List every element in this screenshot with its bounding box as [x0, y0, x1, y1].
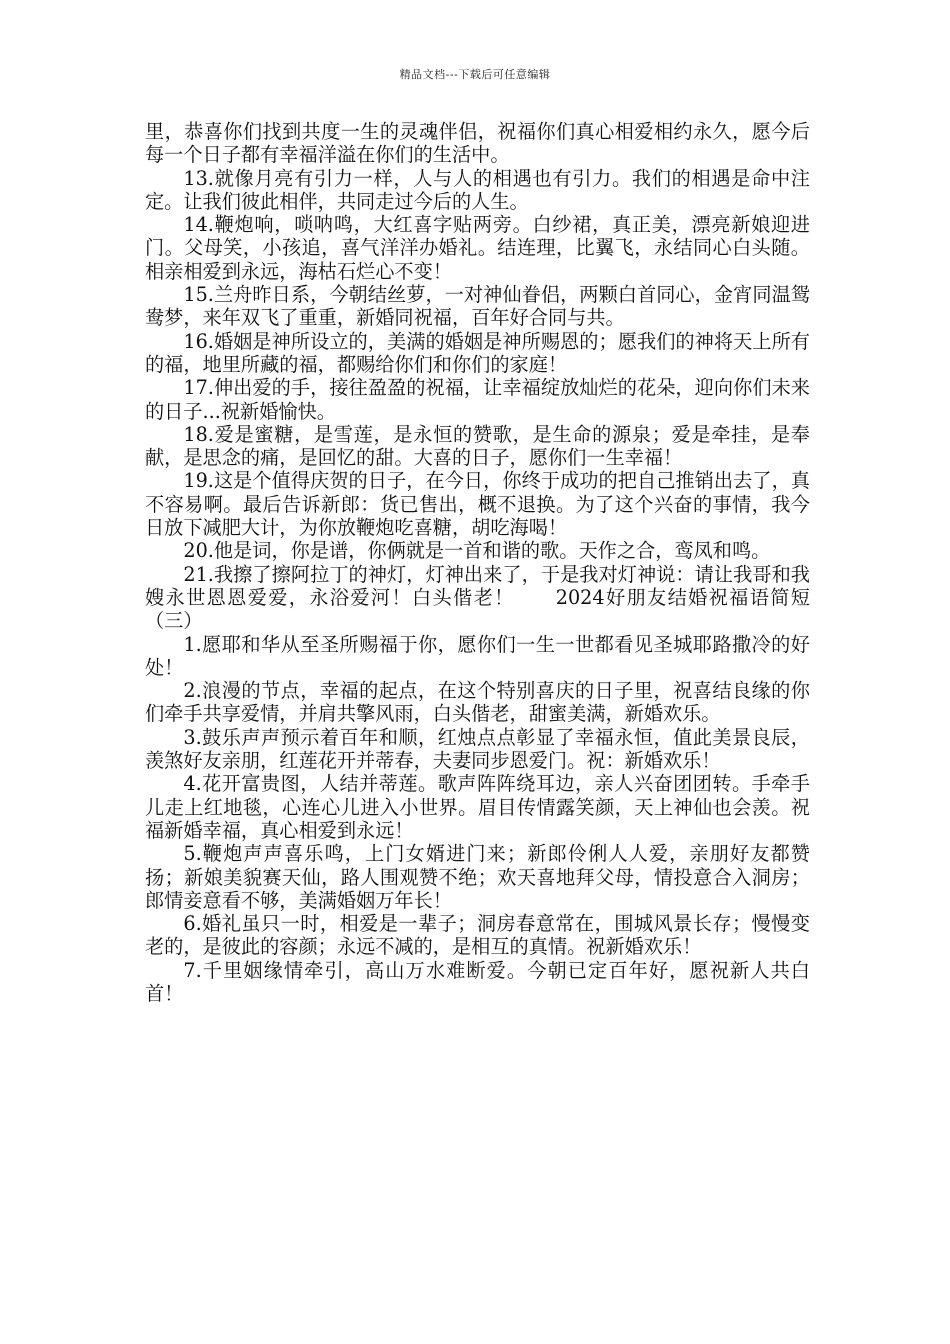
page-header: 精品文档---下载后可任意编辑: [399, 68, 551, 81]
document-body: [145, 120, 810, 1005]
paragraph-15: 15.兰舟昨日系，今朝结丝萝，一对神仙眷侣，两颗白首同心，金宵同温鸳鸯梦，来年双飞了重重，新婚同祝福，百年好合同与共。: [145, 283, 810, 330]
paragraph-21: 21.我擦了擦阿拉丁的神灯，灯神出来了，于是我对灯神说：请让我哥和我嫂永世恩恩爱爱，永浴爱河！白头偕老！ 2024好朋友结婚祝福语简短（三）: [145, 562, 810, 633]
paragraph-s3-6: 6.婚礼虽只一时，相爱是一辈子；洞房春意常在，围城风景长存；慢慢变老的，是彼此的容颜；永远不减的，是相互的真情。祝新婚欢乐！: [145, 912, 810, 959]
paragraph-13: 13.就像月亮有引力一样，人与人的相遇也有引力。我们的相遇是命中注定。让我们彼此相伴，共同走过今后的人生。: [145, 166, 810, 213]
paragraph-18: 18.爱是蜜糖，是雪莲，是永恒的赞歌，是生命的源泉；爱是牵挂，是奉献，是思念的痛，是回忆的甜。大喜的日子，愿你们一生幸福！: [145, 422, 810, 470]
paragraph-s3-7: 7.千里姻缘情牵引，高山万水难断爱。今朝已定百年好，愿祝新人共白首！: [145, 958, 810, 1005]
paragraph-s3-1: 1.愿耶和华从至圣所赐福于你，愿你们一生一世都看见圣城耶路撒冷的好处！: [145, 632, 810, 679]
paragraph-20: 20.他是词，你是谱，你俩就是一首和谐的歌。天作之合，鸾凤和鸣。: [183, 539, 771, 563]
paragraph-19: 19.这是个值得庆贺的日子，在今日，你终于成功的把自己推销出去了，真不容易啊。最后告诉新郎：货已售出，概不退换。为了这个兴奋的事情，我今日放下减肥大计，为你放鞭炮吃喜糖，胡吃海喝！: [145, 469, 810, 540]
paragraph-17: 17.伸出爱的手，接往盈盈的祝福，让幸福绽放灿烂的花朵，迎向你们未来的日子...祝新婚愉快。: [145, 376, 810, 423]
paragraph-16: 16.婚姻是神所设立的，美满的婚姻是神所赐恩的；愿我们的神将天上所有的福，地里所藏的福，都赐给你们和你们的家庭！: [145, 329, 810, 376]
paragraph-s3-2: 2.浪漫的节点，幸福的起点，在这个特别喜庆的日子里，祝喜结良缘的你们牵手共享爱情，并肩共擎风雨，白头偕老，甜蜜美满，新婚欢乐。: [145, 679, 810, 726]
paragraph-s3-5: 5.鞭炮声声喜乐鸣，上门女婿进门来；新郎伶俐人人爱，亲朋好友都赞扬；新娘美貌赛天仙，路人围观赞不绝；欢天喜地拜父母，情投意合入洞房；郎情妾意看不够，美满婚姻万年长！: [145, 842, 810, 912]
paragraph-s3-4: 4.花开富贵图，人结并蒂莲。歌声阵阵绕耳边，亲人兴奋团团转。手牵手儿走上红地毯，心连心儿进入小世界。眉目传情露笑颜，天上神仙也会羡。祝福新婚幸福，真心相爱到永远！: [145, 772, 810, 842]
paragraph-continuation: 里，恭喜你们找到共度一生的灵魂伴侣，祝福你们真心相爱相约永久，愿今后每一个日子都有幸福洋溢在你们的生活中。: [145, 120, 810, 167]
paragraph-s3-3: 3.鼓乐声声预示着百年和顺，红烛点点彰显了幸福永恒，值此美景良辰，羡煞好友亲朋，红莲花开并蒂春，夫妻同步恩爱门。祝：新婚欢乐！: [145, 725, 810, 773]
paragraph-14: 14.鞭炮响，唢呐鸣，大红喜字贴两旁。白纱裙，真正美，漂亮新娘迎进门。父母笑，小孩追，喜气洋洋办婚礼。结连理，比翼飞，永结同心白头随。相亲相爱到永远，海枯石烂心不变！: [145, 213, 810, 283]
